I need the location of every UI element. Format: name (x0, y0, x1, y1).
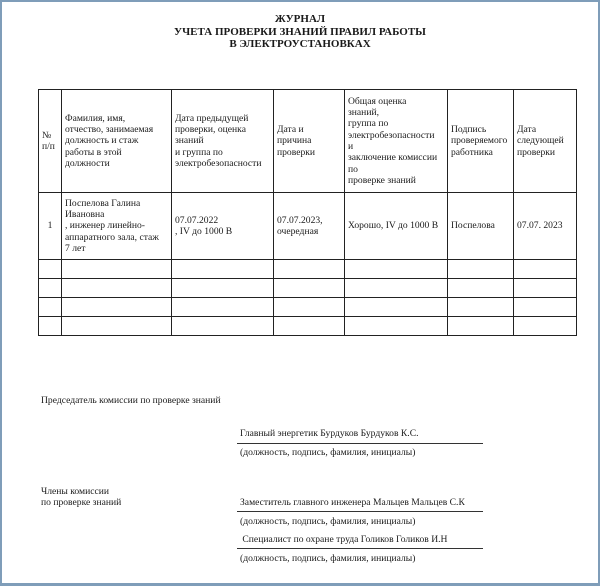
empty-cell (39, 298, 62, 317)
members-label-line: Члены комиссии (41, 486, 110, 497)
table-header-row (39, 90, 577, 193)
empty-cell (448, 298, 514, 317)
title-line: УЧЕТА ПРОВЕРКИ ЗНАНИЙ ПРАВИЛ РАБОТЫ (174, 25, 426, 38)
empty-cell (62, 298, 172, 317)
empty-cell (514, 298, 577, 317)
document-title (0, 13, 600, 51)
title-line: В ЭЛЕКТРОУСТАНОВКАХ (229, 38, 371, 50)
chairman-caption: (должность, подпись, фамилия, инициалы) (240, 447, 416, 458)
cell-number: 1 (39, 193, 62, 260)
member-entry: Заместитель главного инженера Мальцев Мальцев С.К (240, 497, 465, 508)
member-caption: (должность, подпись, фамилия, инициалы) (240, 516, 416, 527)
table-row-empty (39, 260, 577, 279)
cell-previous-check: 07.07.2022 , IV до 1000 В (172, 193, 274, 260)
header-cell-check-date-reason: Дата и причина проверки (274, 90, 345, 193)
header-cell-next-check: Дата следующей проверки (514, 90, 577, 193)
header-cell-previous-check: Дата предыдущей проверки, оценка знаний и группа по электробезопасности (172, 90, 274, 193)
cell-next-check: 07.07. 2023 (514, 193, 577, 260)
cell-check-date-reason: 07.07.2023, очередная (274, 193, 345, 260)
cell-employee: Поспелова Галина Ивановна , инженер линейно- аппаратного зала, стаж 7 лет (62, 193, 172, 260)
empty-cell (514, 260, 577, 279)
empty-cell (62, 279, 172, 298)
empty-cell (62, 317, 172, 336)
journal-table (38, 89, 577, 336)
members-label-line: по проверке знаний (41, 497, 122, 508)
empty-cell (172, 317, 274, 336)
empty-cell (39, 317, 62, 336)
empty-cell (62, 260, 172, 279)
empty-cell (345, 279, 448, 298)
empty-cell (172, 298, 274, 317)
empty-cell (345, 260, 448, 279)
chairman-signature-line (237, 443, 483, 444)
empty-cell (172, 260, 274, 279)
header-cell-overall-assessment: Общая оценка знаний, группа по электробезопасности и заключение комиссии по проверке знаний (345, 90, 448, 193)
header-cell-signature: Подпись проверяемого работника (448, 90, 514, 193)
member-caption: (должность, подпись, фамилия, инициалы) (240, 553, 416, 564)
cell-overall-assessment: Хорошо, IV до 1000 В (345, 193, 448, 260)
title-line: ЖУРНАЛ (274, 13, 326, 25)
empty-cell (448, 260, 514, 279)
empty-cell (514, 279, 577, 298)
member-signature-line (237, 548, 483, 549)
table-row-empty (39, 298, 577, 317)
table-row-empty (39, 317, 577, 336)
empty-cell (448, 317, 514, 336)
empty-cell (274, 317, 345, 336)
member-entry: Специалист по охране труда Голиков Голиков И.Н (240, 534, 448, 545)
empty-cell (274, 298, 345, 317)
header-cell-number: № п/п (39, 90, 62, 193)
table-row (39, 193, 577, 260)
chairman-entry: Главный энергетик Бурдуков Бурдуков К.С. (240, 428, 419, 439)
chairman-label: Председатель комиссии по проверке знаний (41, 395, 221, 406)
table-row-empty (39, 279, 577, 298)
empty-cell (274, 260, 345, 279)
cell-signature: Поспелова (448, 193, 514, 260)
empty-cell (39, 279, 62, 298)
empty-cell (172, 279, 274, 298)
empty-cell (448, 279, 514, 298)
empty-cell (345, 298, 448, 317)
empty-cell (345, 317, 448, 336)
header-cell-employee: Фамилия, имя, отчество, занимаемая должность и стаж работы в этой должности (62, 90, 172, 193)
empty-cell (514, 317, 577, 336)
empty-cell (274, 279, 345, 298)
empty-cell (39, 260, 62, 279)
member-signature-line (237, 511, 483, 512)
